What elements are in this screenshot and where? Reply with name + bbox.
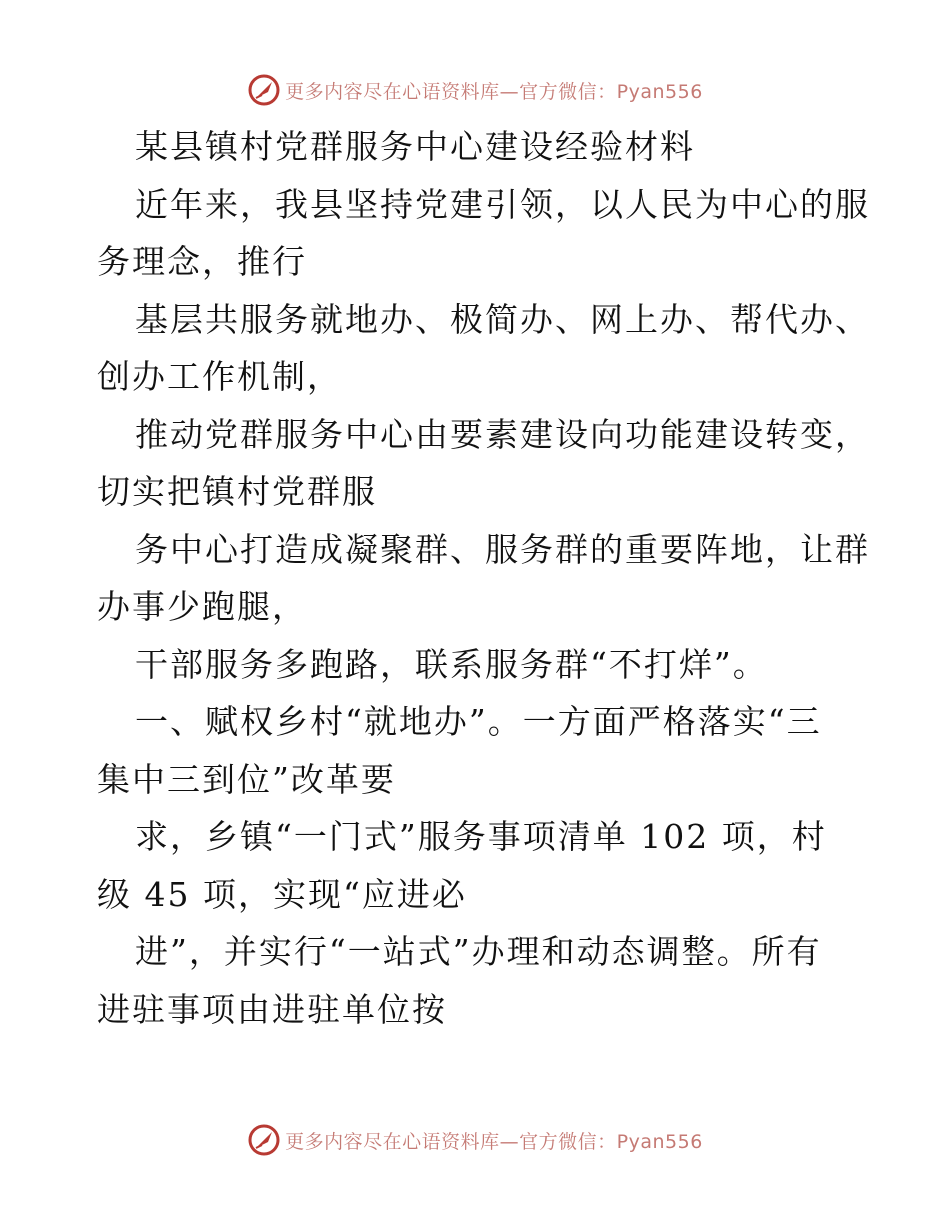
watermark-footer — [0, 1120, 950, 1160]
quill-logo-icon — [247, 1123, 281, 1157]
quill-logo-icon — [247, 73, 281, 107]
text-line: 推动党群服务中心由要素建设向功能建设转变， — [135, 414, 870, 454]
text-line: 务中心打造成凝聚群、服务群的重要阵地，让群 — [135, 529, 870, 569]
watermark-header — [0, 70, 950, 110]
text-line: 一、赋权乡村“就地办”。一方面严格落实“三 — [135, 702, 822, 741]
watermark-text: 更多内容尽在心语资料库—官方微信：Pyan556 — [285, 1130, 703, 1153]
text-line: 近年来，我县坚持党建引领，以人民为中心的服 — [135, 184, 870, 224]
text-line: 办事少跑腿， — [97, 587, 307, 626]
text-line: 务理念，推行 — [97, 242, 307, 281]
text-line: 某县镇村党群服务中心建设经验材料 — [135, 127, 695, 166]
watermark-text: 更多内容尽在心语资料库—官方微信：Pyan556 — [285, 80, 703, 103]
text-line: 干部服务多跑路，联系服务群“不打烊”。 — [135, 644, 768, 684]
text-line: 基层共服务就地办、极简办、网上办、帮代办、 — [135, 299, 870, 339]
text-line: 切实把镇村党群服 — [97, 472, 377, 511]
text-line: 集中三到位”改革要 — [97, 759, 396, 799]
text-line: 进”，并实行“一站式”办理和动态调整。所有 — [135, 932, 822, 971]
text-line: 进驻事项由进驻单位按 — [97, 989, 447, 1029]
text-line: 求，乡镇“一门式”服务事项清单 102 项，村 — [135, 817, 827, 856]
text-line: 级 45 项，实现“应进必 — [97, 874, 467, 914]
text-line: 创办工作机制， — [97, 357, 342, 396]
document-body — [97, 118, 870, 1038]
